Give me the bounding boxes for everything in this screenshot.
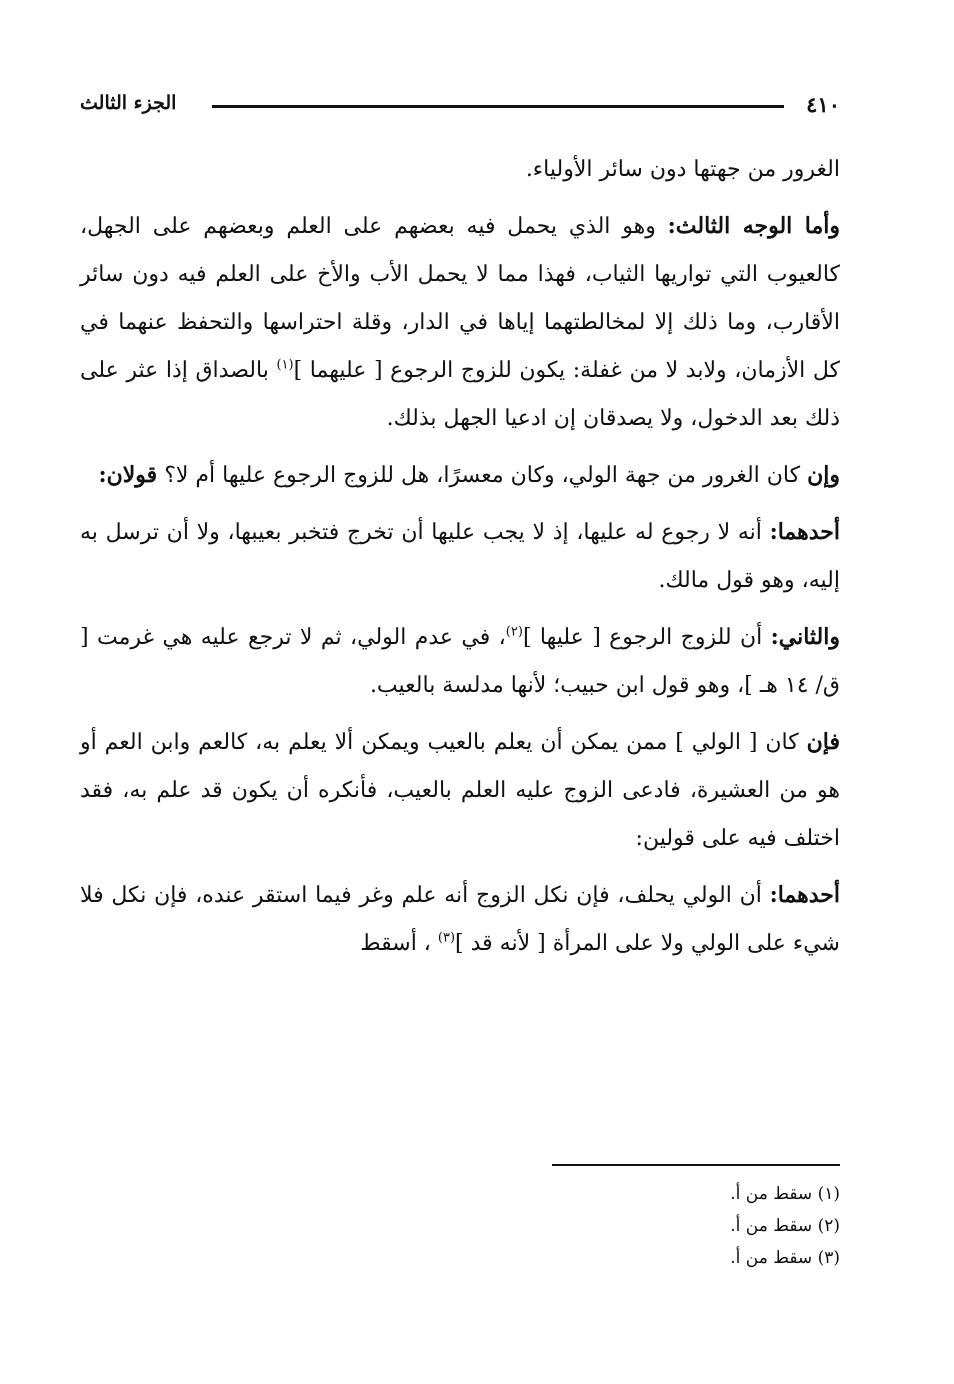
book-page [80, 70, 840, 1310]
footnote: (٣) سقط من أ. [730, 1248, 840, 1268]
paragraph [80, 613, 840, 710]
footnote-reference: (١) [276, 357, 294, 373]
paragraph-text: وهو الذي يحمل فيه بعضهم على العلم وبعضهم على الجهل، كالعيوب التي تواريها الثياب، فهذا مما لا يحمل الأب والأخ على العلم فيه دون سائر الأقارب، وما ذلك إلا لمخالطتهما إياها في الدار، وقلة احتراسها والتحفظ عنهما في كل الأزمان، ولابد لا من غفلة: يكون للزوج الرجوع [ عليهما ] [80, 214, 841, 383]
paragraph-lead: فإن [806, 729, 840, 755]
footnote: (٢) سقط من أ. [730, 1216, 840, 1236]
header-rule [212, 105, 784, 108]
paragraph-text: الغرور من جهتها دون سائر الأولياء. [525, 157, 840, 182]
main-text [80, 146, 840, 976]
paragraph-lead: أحدهما: [769, 882, 840, 908]
paragraph [80, 202, 840, 443]
footnote-separator [552, 1164, 840, 1166]
footnote-reference: (٣) [437, 930, 456, 946]
paragraph-lead: وإن [807, 462, 840, 488]
paragraph-text: كان الغرور من جهة الولي، وكان معسرًا، هل للزوج الرجوع عليها أم لا؟ [157, 463, 808, 488]
footnote-reference: (٢) [505, 624, 523, 640]
paragraph-lead: وأما الوجه الثالث: [667, 213, 841, 239]
paragraph-text-continued: ، في عدم الولي، ثم لا ترجع عليه هي غرمت [ ق/ ١٤ هـ ]، وهو قول ابن حبيب؛ لأنها مدلسة بالعيب. [80, 625, 840, 698]
paragraph-lead: والثاني: [770, 624, 840, 650]
paragraph-text: أن للزوج الرجوع [ عليها ] [522, 625, 771, 650]
page-number: ٤١٠ [806, 92, 840, 117]
footnote: (١) سقط من أ. [730, 1184, 840, 1204]
paragraph-text: أن الولي يحلف، فإن نكل الزوج أنه علم وغر فيما استقر عنده، فإن نكل فلا شيء على الولي ولا على المرأة [ لأنه قد ] [80, 883, 840, 956]
volume-title: الجزء الثالث [80, 92, 177, 114]
paragraph-text-continued: بالصداق إذا عثر على ذلك بعد الدخول، ولا يصدقان إن ادعيا الجهل بذلك. [80, 358, 840, 431]
paragraph [80, 451, 840, 500]
paragraph [80, 508, 840, 605]
paragraph-text: أنه لا رجوع له عليها، إذ لا يجب عليها أن تخرج فتخبر بعيبها، ولا أن ترسل به إليه، وهو قول مالك. [80, 520, 840, 593]
paragraph-text: كان [ الولي ] ممن يمكن أن يعلم بالعيب ويمكن ألا يعلم به، كالعم وابن العم أو هو من العشيرة، فادعى الزوج عليه العلم بالعيب، فأنكره أن يكون قد علم به، فقد اختلف فيه على قولين: [80, 730, 840, 851]
footnotes [80, 1178, 840, 1274]
paragraph-lead: أحدهما: [769, 519, 840, 545]
paragraph [80, 146, 840, 194]
paragraph [80, 871, 840, 968]
paragraph-tail-bold: قولان: [98, 462, 158, 488]
paragraph [80, 718, 840, 863]
paragraph-text-continued: ، أسقط [360, 931, 438, 956]
running-header [80, 92, 840, 122]
